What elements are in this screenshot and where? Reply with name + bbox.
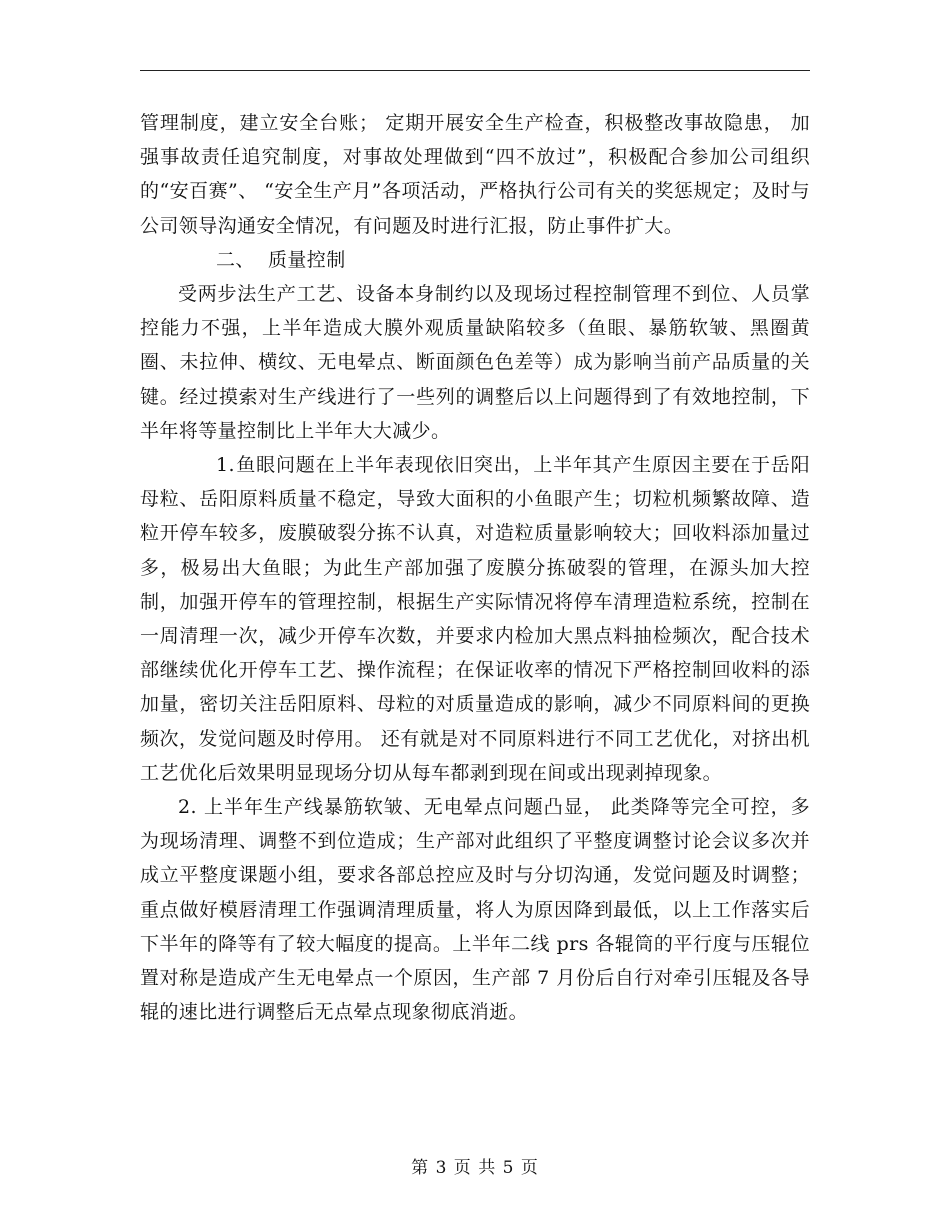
list-item-number: 1. — [216, 454, 235, 477]
list-item-text: 鱼眼问题在上半年表现依旧突出，上半年其产生原因主要在于岳阳母粒、岳阳原料质量不稳定，导致大面积的小鱼眼产生；切粒机频繁故障、造粒开停车较多，废膜破裂分拣不认真，对造粒质量影响较大；回收料添加量过多，极易出大鱼眼；为此生产部加强了废膜分拣破裂的管理，在源头加大控制，加强开停车的管理控制，根据生产实际情况将停车清理造粒系统，控制在一周清理一次，减少开停车次数，并要求内检加大黑点料抽检频次，配合技术部继续优化开停车工艺、操作流程；在保证收率的情况下严格控制回收料的添加量，密切关注岳阳原料、母粒的对质量造成的影响，减少不同原料间的更换频次，发觉问题及时停用。 还有就是对不同原料进行不同工艺优化，对挤出机工艺优化后效果明显现场分切从每车都剥到现在间或出现剥掉现象。 — [140, 454, 810, 784]
paragraph-quality-overview: 受两步法生产工艺、设备本身制约以及现场过程控制管理不到位、人员掌控能力不强，上半年造成大膜外观质量缺陷较多（鱼眼、暴筋软皱、黑圈黄圈、未拉伸、横纹、无电晕点、断面颜色色差等）成为影响当前产品质量的关键。经过摸索对生产线进行了一些列的调整后以上问题得到了有效地控制，下半年将等量控制比上半年大大减少。 — [140, 283, 810, 442]
list-item-fisheye — [140, 448, 810, 790]
document-body — [140, 106, 810, 1029]
list-item-number: 2. — [178, 796, 197, 819]
section-title: 质量控制 — [268, 248, 346, 271]
list-item-text: 上半年生产线暴筋软皱、无电晕点问题凸显， 此类降等完全可控，多为现场清理、调整不到位造成；生产部对此组织了平整度调整讨论会议多次并成立平整度课题小组，要求各部总控应及时与分切沟通，发觉问题及时调整；重点做好模唇清理工作强调清理质量，将人为原因降到最低，以上工作落实后下半年的降等有了较大幅度的提高。上半年二线 prs 各辊筒的平行度与压辊位置对称是造成产生无电晕点一个原因，生产部 7 月份后自行对牵引压辊及各导辊的速比进行调整后无点晕点现象彻底消逝。 — [140, 796, 810, 1024]
section-number: 二、 — [216, 248, 255, 271]
paragraph-safety-management: 管理制度，建立安全台账； 定期开展安全生产检查，积极整改事故隐患， 加强事故责任追究制度，对事故处理做到“四不放过”，积极配合参加公司组织的“安百赛”、 “安全生产月”各项活动，严格执行公司有关的奖惩规定；及时与公司领导沟通安全情况，有问题及时进行汇报，防止事件扩大。 — [140, 112, 810, 237]
list-item-flatness — [140, 790, 810, 1029]
section-heading-quality-control — [140, 243, 810, 277]
page-footer: 第 3 页 共 5 页 — [411, 1158, 539, 1178]
header-rule — [140, 70, 810, 71]
